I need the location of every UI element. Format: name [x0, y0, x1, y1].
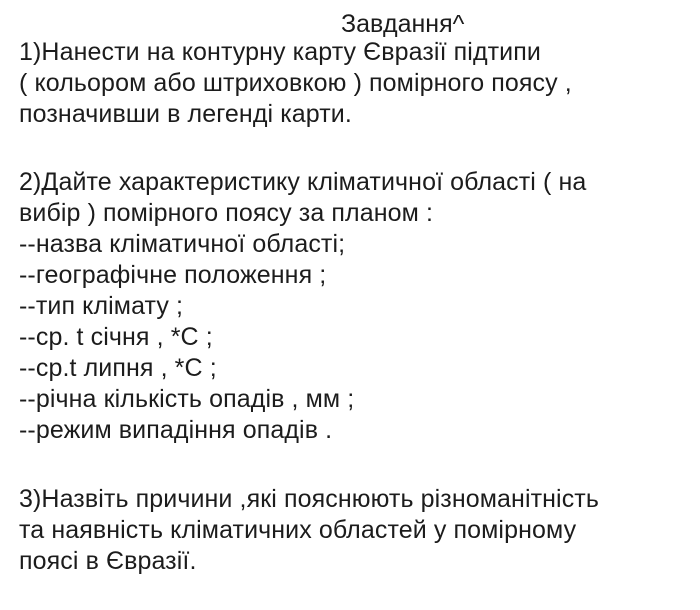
page-title: Завдання^: [341, 10, 465, 38]
plan-item-precipitation-regime: --режим випадіння опадів .: [19, 416, 333, 444]
task-2-line: вибір ) помірного поясу за планом :: [19, 199, 434, 227]
task-1-line: позначивши в легенді карти.: [19, 100, 352, 128]
task-1: [19, 37, 572, 130]
plan-item-climate-type: --тип клімату ;: [19, 292, 184, 320]
plan-item-precipitation: --річна кількість опадів , мм ;: [19, 385, 355, 413]
task-2: [19, 167, 586, 446]
task-3: [19, 484, 599, 577]
task-1-line: 1)Нанести на контурну карту Євразії підтипи: [19, 38, 541, 66]
cropped-text-fragment: [40, 0, 440, 6]
plan-item-january-temp: --ср. t січня , *С ;: [19, 323, 213, 351]
task-2-line: 2)Дайте характеристику кліматичної області ( на: [19, 168, 587, 196]
task-3-line: та наявність кліматичних областей у помірному: [19, 516, 577, 544]
plan-item-july-temp: --ср.t липня , *С ;: [19, 354, 217, 382]
task-3-line: поясі в Євразії.: [19, 547, 197, 575]
task-3-line: 3)Назвіть причини ,які пояснюють різноманітність: [19, 485, 599, 513]
task-1-line: ( кольором або штриховкою ) помірного поясу ,: [19, 69, 572, 97]
plan-item-region-name: --назва кліматичної області;: [19, 230, 346, 258]
plan-item-location: --географічне положення ;: [19, 261, 327, 289]
